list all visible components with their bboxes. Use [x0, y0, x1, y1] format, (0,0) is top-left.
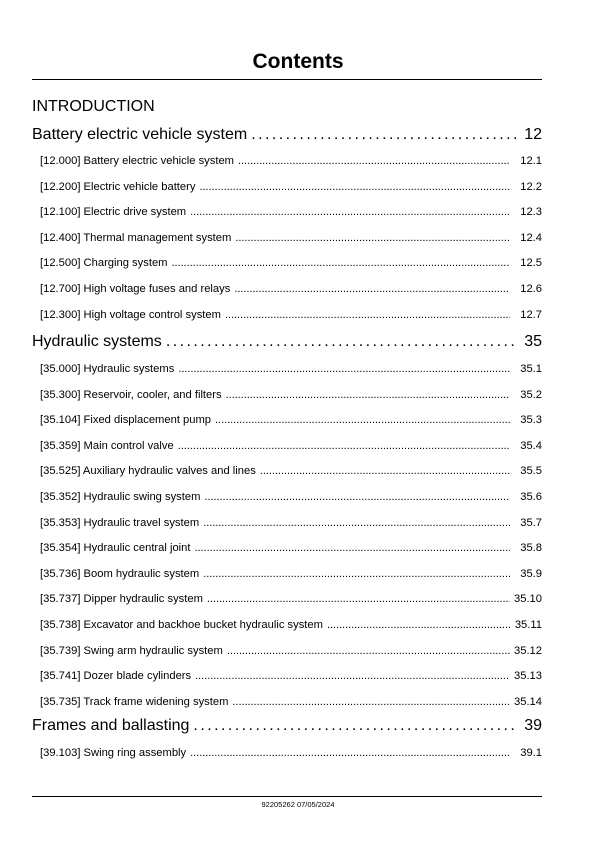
toc-entry[interactable]	[40, 696, 542, 708]
dot-leader	[232, 696, 510, 708]
toc-entry-label: [35.354] Hydraulic central joint	[40, 542, 191, 555]
toc-entry-label: [35.000] Hydraulic systems	[40, 363, 175, 375]
toc-entry[interactable]	[40, 747, 542, 759]
toc-entry[interactable]	[40, 414, 542, 426]
dot-leader	[215, 414, 510, 426]
dot-leader	[235, 232, 510, 244]
toc-entry-page-number: 35.3	[520, 414, 542, 427]
toc-entry[interactable]	[40, 491, 542, 503]
toc-entry-label: [12.400] Thermal management system	[40, 231, 232, 244]
toc-section-label: Frames and ballasting	[32, 717, 190, 734]
toc-section-page-number: 35	[524, 333, 542, 350]
dot-leader	[195, 542, 511, 554]
toc-entry[interactable]	[40, 283, 542, 295]
dot-leader	[199, 181, 510, 193]
toc-entry-label: [39.103] Swing ring assembly	[40, 747, 187, 759]
toc-entry-page-number: 35.1	[520, 363, 542, 375]
toc-entry-label: [12.000] Battery electric vehicle system	[40, 155, 235, 167]
dot-leader	[171, 257, 510, 269]
toc-entry-label: [35.738] Excavator and backhoe bucket hydraulic system	[40, 619, 323, 631]
toc-entry[interactable]	[40, 568, 542, 580]
toc-entry-page-number: 35.12	[514, 644, 542, 657]
toc-section[interactable]	[32, 126, 542, 144]
toc-entry-page-number: 35.6	[520, 491, 542, 503]
toc-entry-label: [35.104] Fixed displacement pump	[40, 414, 212, 427]
toc-entry-label: [12.200] Electric vehicle battery	[40, 180, 196, 193]
dot-leader	[195, 670, 510, 682]
toc-entry-page-number: 12.7	[520, 308, 542, 321]
dot-leader	[227, 645, 510, 657]
dot-leader	[251, 126, 518, 144]
toc-entry-page-number: 35.7	[520, 516, 542, 529]
toc-entry-page-number: 12.6	[520, 283, 542, 295]
toc-entry[interactable]	[40, 440, 542, 452]
toc-section-label: Hydraulic systems	[32, 333, 162, 350]
toc-entry-label: [35.736] Boom hydraulic system	[40, 567, 200, 580]
bottom-rule	[32, 796, 542, 797]
toc-section-page-number: 12	[524, 126, 542, 143]
dot-leader	[234, 283, 510, 295]
dot-leader	[166, 333, 518, 351]
toc-entry-label: [35.735] Track frame widening system	[40, 695, 229, 708]
toc-entry-page-number: 12.2	[520, 180, 542, 193]
toc-entry-page-number: 35.8	[520, 542, 542, 555]
toc-entry-page-number: 35.11	[514, 619, 542, 631]
toc-entry-page-number: 35.9	[520, 567, 542, 580]
toc-section[interactable]	[32, 333, 542, 351]
top-rule	[32, 79, 542, 80]
toc-entry[interactable]	[40, 542, 542, 554]
toc-entry-label: [35.300] Reservoir, cooler, and filters	[40, 388, 222, 401]
toc-entry-label: [35.739] Swing arm hydraulic system	[40, 644, 223, 657]
page-title: Contents	[252, 50, 344, 73]
toc-entry[interactable]	[40, 155, 542, 167]
dot-leader	[204, 491, 510, 503]
toc-entry-page-number: 35.10	[514, 593, 542, 606]
toc-entry[interactable]	[40, 232, 542, 244]
toc-entry-page-number: 35.5	[520, 465, 542, 478]
toc-entry-label: [35.352] Hydraulic swing system	[40, 491, 201, 503]
toc-entry-label: [35.359] Main control valve	[40, 439, 174, 452]
toc-entry[interactable]	[40, 309, 542, 321]
toc-entry-page-number: 35.4	[520, 439, 542, 452]
toc-entry[interactable]	[40, 593, 542, 605]
toc-section-label: Battery electric vehicle system	[32, 126, 248, 143]
toc-entry-page-number: 12.3	[520, 206, 542, 219]
dot-leader	[190, 747, 510, 759]
dot-leader	[178, 363, 510, 375]
dot-leader	[203, 517, 510, 529]
dot-leader	[193, 717, 518, 735]
toc-entry[interactable]	[40, 517, 542, 529]
dot-leader	[260, 465, 510, 477]
toc-entry-page-number: 12.4	[520, 231, 542, 244]
dot-leader	[203, 568, 510, 580]
toc-section-page-number: 39	[524, 717, 542, 734]
dot-leader	[225, 309, 510, 321]
toc-entry-page-number: 39.1	[520, 747, 542, 759]
dot-leader	[226, 389, 510, 401]
toc-section[interactable]	[32, 717, 542, 735]
toc-entry[interactable]	[40, 645, 542, 657]
toc-entry-page-number: 12.1	[520, 155, 542, 167]
toc-entry-label: [12.300] High voltage control system	[40, 308, 221, 321]
toc-entry-page-number: 12.5	[520, 257, 542, 270]
toc-entry[interactable]	[40, 389, 542, 401]
toc-entry-label: [35.737] Dipper hydraulic system	[40, 593, 203, 606]
toc-entry[interactable]	[40, 465, 542, 477]
toc-entry-label: [12.500] Charging system	[40, 257, 168, 270]
footer-doc-id: 92205262 07/05/2024	[261, 800, 335, 809]
toc-entry-page-number: 35.14	[514, 695, 542, 708]
toc-entry[interactable]	[40, 670, 542, 682]
toc-entry-page-number: 35.2	[520, 388, 542, 401]
toc-entry-label: [35.741] Dozer blade cylinders	[40, 670, 192, 683]
toc-entry[interactable]	[40, 257, 542, 269]
toc-entry[interactable]	[40, 206, 542, 218]
toc-entry[interactable]	[40, 363, 542, 375]
toc-entry[interactable]	[40, 619, 542, 631]
dot-leader	[238, 155, 510, 167]
toc-entry-label: [12.700] High voltage fuses and relays	[40, 283, 231, 295]
toc-entry-label: [35.353] Hydraulic travel system	[40, 516, 200, 529]
toc-entry-label: [35.525] Auxiliary hydraulic valves and lines	[40, 465, 256, 478]
toc-entry-label: [12.100] Electric drive system	[40, 206, 187, 219]
toc-entry-page-number: 35.13	[514, 670, 542, 683]
dot-leader	[207, 593, 510, 605]
dot-leader	[178, 440, 510, 452]
dot-leader	[190, 206, 510, 218]
dot-leader	[327, 619, 510, 631]
intro-heading: INTRODUCTION	[32, 98, 155, 115]
toc-entry[interactable]	[40, 181, 542, 193]
